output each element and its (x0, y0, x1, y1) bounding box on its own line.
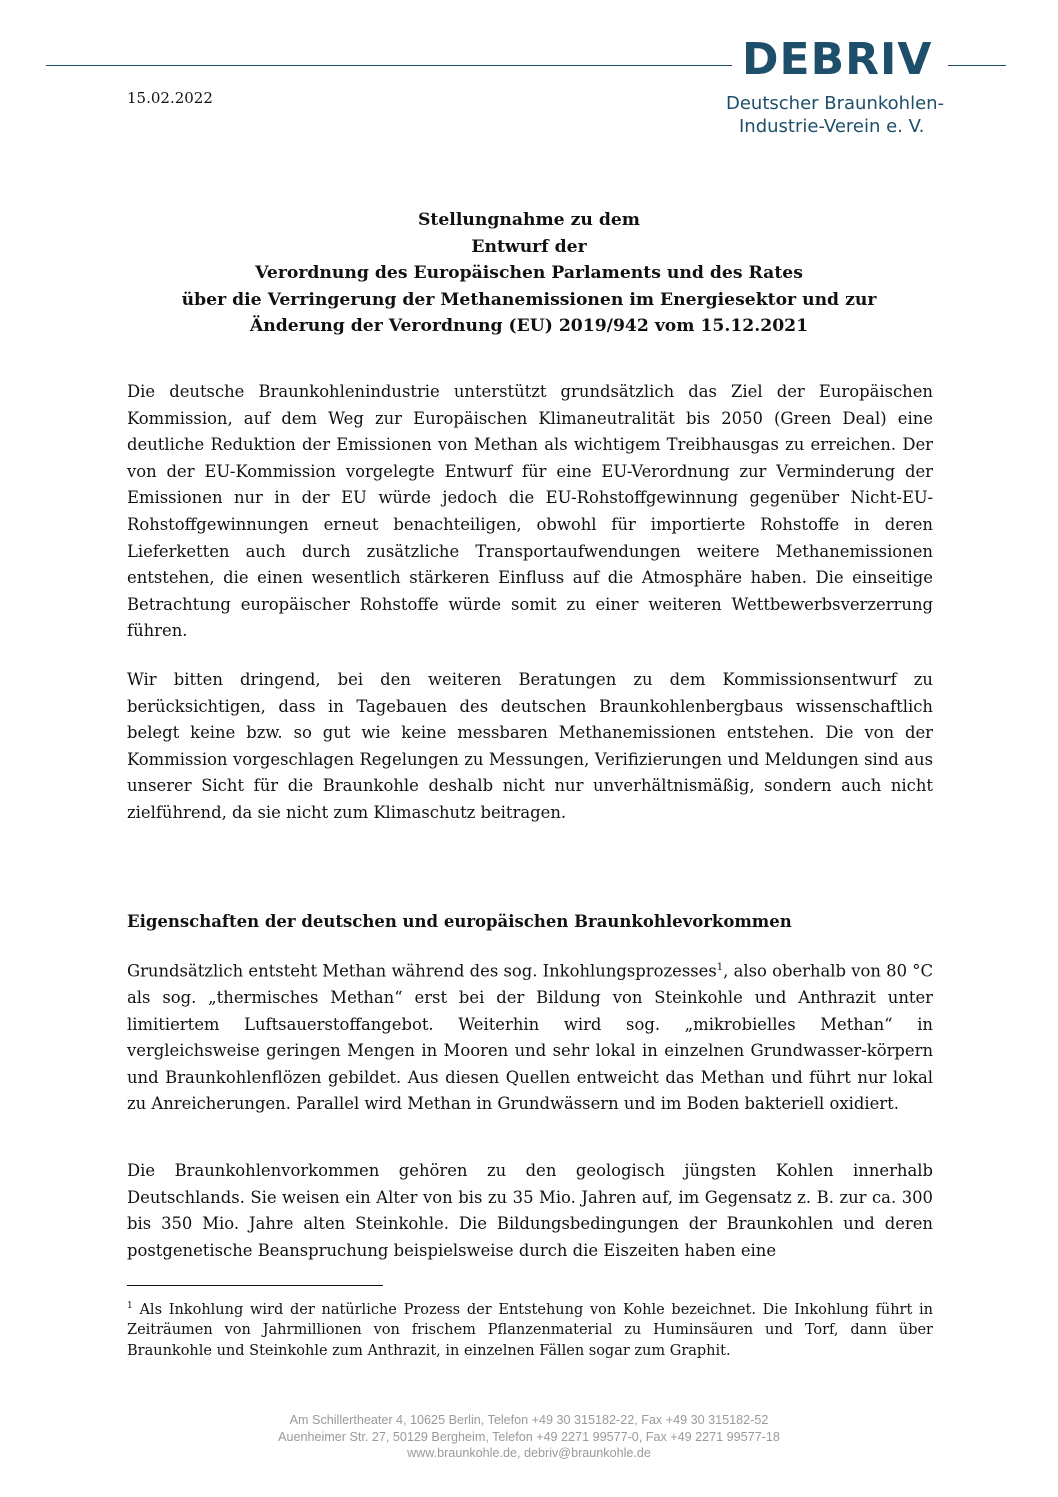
paragraph-text: Die Braunkohlenvorkommen gehören zu den geologisch jüngsten Kohlen innerhalb Deutschlands. Sie weisen ein Alter von bis zu 35 Mio. Jahren auf, im Gegensatz z. B. zur ca. 300 bis 350 Mio. Jahre alten Steinkohle. Die Bildungsbedingungen der Braunkohlen und deren postgenetische Beanspruchung beispielsweise durch die Eiszeiten haben eine (127, 1161, 933, 1260)
page-footer (100, 1412, 958, 1462)
section-heading: Eigenschaften der deutschen und europäischen Braunkohlevorkommen (127, 912, 792, 931)
footnote-reference: 1 (716, 962, 724, 973)
paragraph-request (127, 667, 933, 827)
logo-line-1: Deutscher Braunkohlen- (726, 93, 945, 114)
footnote-text: Als Inkohlung wird der natürliche Prozess der Entstehung von Kohle bezeichnet. Die Inkohlung führt in Zeiträumen von Jahrmillionen von frischem Pflanzenmaterial zu Huminsäuren und Torf, dann über Braunkohle und Steinkohle zum Anthrazit, in einzelnen Fällen sogar zum Graphit. (127, 1301, 933, 1359)
document-date: 15.02.2022 (127, 89, 213, 107)
text-run: Grundsätzlich entsteht Methan während des sog. Inkohlungsprozesses (127, 961, 717, 981)
logo-wordmark: DEBRIV (742, 34, 933, 85)
footnote-separator (127, 1285, 383, 1286)
footer-address-berlin: Am Schillertheater 4, 10625 Berlin, Telefon +49 30 315182-22, Fax +49 30 315182-52 (289, 1413, 769, 1427)
title-line: Entwurf der (471, 236, 587, 257)
header-rule-right (948, 65, 1006, 66)
document-title (100, 207, 958, 340)
title-line: Stellungnahme zu dem (418, 210, 640, 230)
footnote-marker: 1 (127, 1301, 133, 1311)
footnote (127, 1296, 933, 1361)
title-line: Verordnung des Europäischen Parlaments und des Rates (255, 263, 803, 283)
title-line: Änderung der Verordnung (EU) 2019/942 vom 15.12.2021 (249, 316, 809, 336)
paragraph-text: Die deutsche Braunkohlenindustrie unterstützt grundsätzlich das Ziel der Europäischen Kommission, auf dem Weg zur Europäischen Klimaneutralität bis 2050 (Green Deal) eine deutliche Reduktion der Emissionen von Methan als wichtigem Treibhausgas zu erreichen. Der von der EU-Kommission vorgelegte Entwurf für eine EU-Verordnung zur Verminderung der Emissionen nur in der EU würde jedoch die EU-Rohstoffgewinnung gegenüber Nicht-EU-Rohstoffgewinnungen erneut benachteiligen, obwohl für importierte Rohstoffe in deren Lieferketten auch durch zusätzliche Transportaufwendungen weitere Methanemissionen entstehen, die einen wesentlich stärkeren Einfluss auf die Atmosphäre haben. Die einseitige Betrachtung europäischer Rohstoffe würde somit zu einer weiteren Wettbewerbsverzerrung führen. (127, 382, 933, 641)
footer-web-contact: www.braunkohle.de, debriv@braunkohle.de (407, 1446, 651, 1460)
footer-address-bergheim: Auenheimer Str. 27, 50129 Bergheim, Telefon +49 2271 99577-0, Fax +49 2271 99577-18 (278, 1429, 780, 1444)
text-run: , also oberhalb von 80 °C als sog. „thermisches Methan“ erst bei der Bildung von Steinkohle und Anthrazit unter limitiertem Luftsauerstoffangebot. Weiterhin wird sog. „mikrobielles Methan“ in vergleichsweise geringen Mengen in Mooren und sehr lokal in einzelnen Grundwasser-körpern und Braunkohlenflözen gebildet. Aus diesen Quellen entweicht das Methan und führt nur lokal zu Anreicherungen. Parallel wird Methan in Grundwässern und im Boden bakteriell oxidiert. (127, 961, 933, 1114)
paragraph-intro (127, 379, 933, 645)
paragraph-deposits (127, 1158, 933, 1264)
logo-line-2: Industrie-Verein e. V. (739, 116, 925, 137)
header-rule-left (46, 65, 732, 66)
paragraph-text: Wir bitten dringend, bei den weiteren Beratungen zu dem Kommissionsentwurf zu berücksichtigen, dass in Tagebauen des deutschen Braunkohlenbergbaus wissenschaftlich belegt keine bzw. so gut wie keine messbaren Methanemissionen entstehen. Die von der Kommission vorgeschlagen Regelungen zu Messungen, Verifizierungen und Meldungen sind aus unserer Sicht für die Braunkohle deshalb nicht nur unverhältnismäßig, sondern auch nicht zielführend, da sie nicht zum Klimaschutz beitragen. (127, 670, 933, 822)
paragraph-methane-origin (127, 955, 933, 1118)
title-line: über die Verringerung der Methanemissionen im Energiesektor und zur (181, 289, 877, 310)
paragraph-text (127, 955, 933, 1118)
